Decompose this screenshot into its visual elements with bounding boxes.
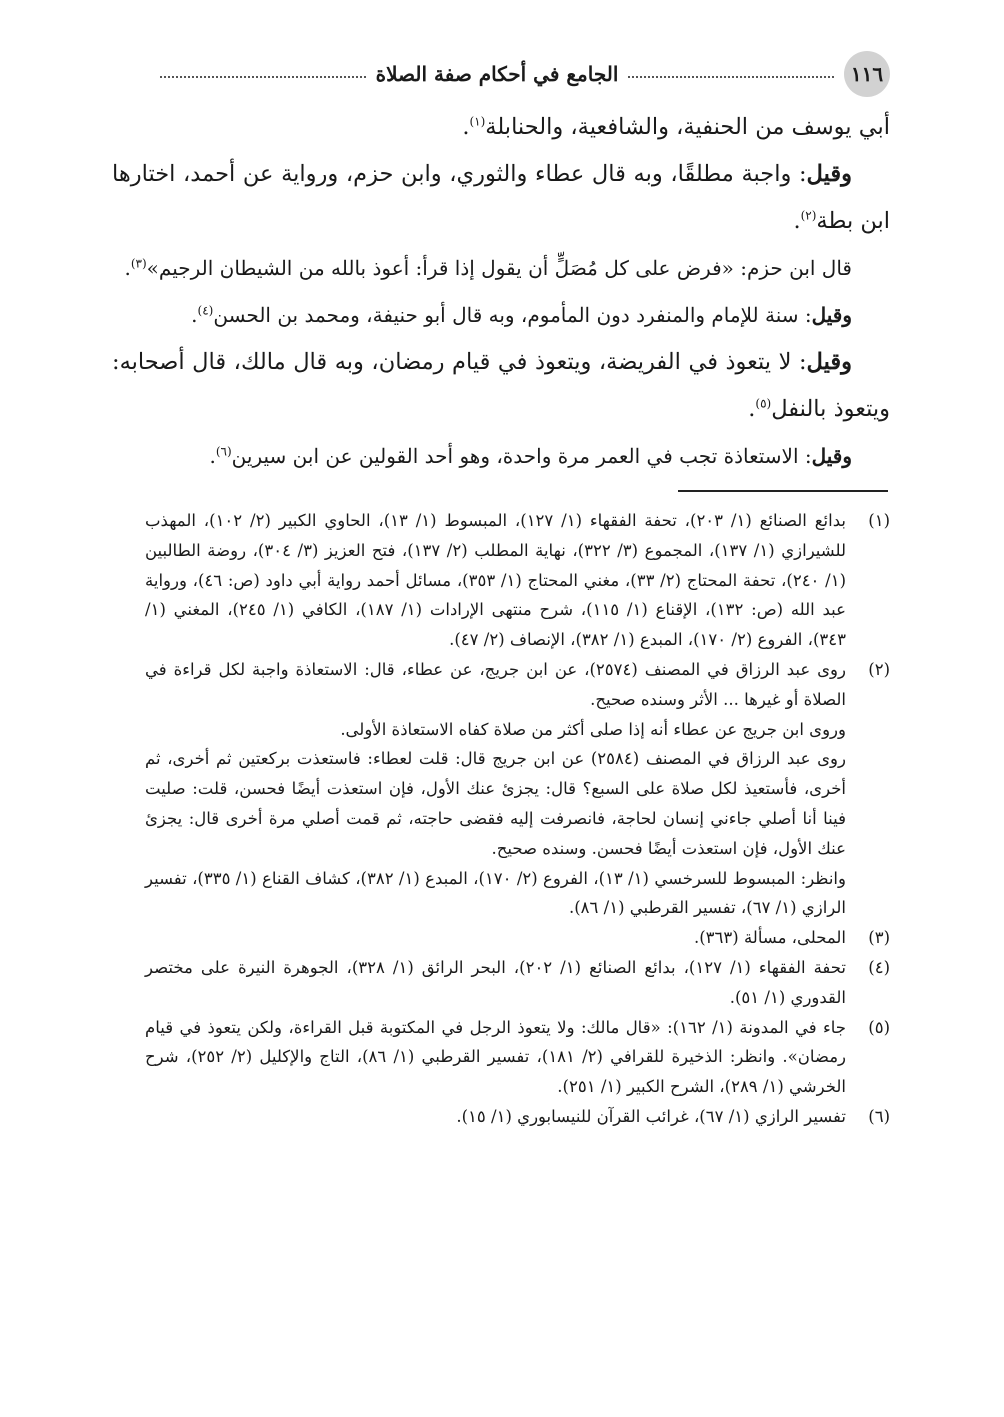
footnote-text: بدائع الصنائع (١/ ٢٠٣)، تحفة الفقهاء (١/ ١٢٧)، المبسوط (١/ ١٣)، الحاوي الكبير (٢/ ١٠٢)، المهذب للشيرازي (١/ ١٣٧)، المجموع (٣/ ٣٢٢)، نهاية المطلب (٢/ ١٣٧)، فتح العزيز (٣/ ٣٠٤)، روضة الطالبين (١/ ٢٤٠)، تحفة المحتاج (٢/ ٣٣)، مغني المحتاج (١/ ٣٥٣)، مسائل أحمد رواية أبي داود (ص: ٤٦)، ورواية عبد الله (ص: ١٣٢)، الإقناع (١/ ١١٥)، شرح منتهى الإرادات (١/ ١٨٧)، الكافي (١/ ٢٤٥)، المغني (١/ ٣٤٣)، الفروع (٢/ ١٧٠)، المبدع (١/ ٣٨٢)، الإنصاف (٢/ ٤٧). — [145, 511, 847, 650]
footnote-ref: (٦) — [215, 444, 232, 459]
paragraph-lead: وقيل — [811, 444, 852, 468]
footnote — [145, 506, 890, 655]
footnote-ref: (٣) — [130, 256, 147, 271]
paragraph — [112, 292, 890, 339]
paragraph-text: : لا يتعوذ في الفريضة، ويتعوذ في قيام رمضان، وبه قال مالك، قال أصحابه: ويتعوذ بالنفل — [112, 349, 890, 422]
footnote-number: (٥) — [868, 1017, 890, 1037]
footnote-ref: (١) — [469, 114, 486, 129]
paragraph-end: . — [793, 208, 801, 234]
paragraph-text: قال ابن حزم: «فرض على كل مُصَلٍّ أن يقول إذا قرأ: أعوذ بالله من الشيطان الرجيم» — [146, 256, 852, 280]
footnote — [145, 923, 890, 953]
paragraph-end: . — [191, 303, 198, 327]
paragraph-lead: وقيل — [811, 303, 852, 327]
footnote-number: (٣) — [868, 928, 890, 948]
footnote — [145, 953, 890, 1013]
header-dotted-rule — [628, 76, 834, 78]
page-number: ١١٦ — [844, 51, 890, 97]
footnote-text: روى عبد الرزاق في المصنف (٢٥٧٤)، عن ابن جريج، عن عطاء، قال: الاستعاذة واجبة لكل قراءة في الصلاة أو غيرها ... الأثر وسنده صحيح. — [145, 659, 846, 709]
paragraph-lead: وقيل — [806, 161, 852, 187]
running-title: الجامع في أحكام صفة الصلاة — [375, 62, 619, 86]
footnote-number: (١) — [868, 511, 890, 530]
paragraph-text: : واجبة مطلقًا، وبه قال عطاء والثوري، وابن حزم، ورواية عن أحمد، اختارها ابن بطة — [112, 161, 890, 234]
paragraph — [112, 433, 890, 480]
footnote-body — [145, 1013, 846, 1102]
paragraph — [112, 339, 890, 433]
footnote-number: (٤) — [868, 957, 890, 977]
footnote-ref: (٢) — [800, 208, 817, 223]
footnote-text: المحلى، مسألة (٣٦٣). — [693, 928, 846, 948]
footnote-body — [145, 953, 846, 1013]
paragraph-end: . — [124, 256, 131, 280]
footnote — [145, 655, 890, 923]
footnote-ref: (٥) — [755, 396, 772, 411]
footnote-text: جاء في المدونة (١/ ١٦٢): «قال مالك: ولا يتعوذ الرجل في المكتوبة قبل القراءة، ولكن يتعوذ في قيام رمضان». وانظر: الذخيرة للقرافي (٢/ ١٨١)، تفسير القرطبي (١/ ٨٦)، التاج والإكليل (٢/ ٢٥٢)، شرح الخرشي (١/ ٢٨٩)، الشرح الكبير (١/ ٢٥١). — [145, 1017, 847, 1097]
paragraph — [112, 104, 890, 151]
footnote-text: تفسير الرازي (١/ ٦٧)، غرائب القرآن للنيسابوري (١/ ١٥). — [456, 1106, 846, 1126]
page-header — [150, 50, 890, 98]
main-text — [112, 104, 890, 480]
paragraph — [112, 245, 890, 292]
paragraph — [112, 151, 890, 245]
footnote-body — [145, 1102, 846, 1132]
footnote-body — [145, 506, 846, 655]
footnote — [145, 1013, 890, 1102]
footnote-number: (٢) — [868, 659, 890, 679]
paragraph-text: أبي يوسف من الحنفية، والشافعية، والحنابلة — [485, 114, 890, 140]
footnote-body — [145, 655, 846, 923]
paragraph-lead: وقيل — [806, 349, 852, 375]
footnote-number: (٦) — [868, 1106, 890, 1126]
header-dotted-rule — [160, 76, 366, 78]
footnote-text: وروى ابن جريج عن عطاء أنه إذا صلى أكثر من صلاة كفاه الاستعاذة الأولى. — [340, 719, 846, 739]
footnote-ref: (٤) — [197, 303, 214, 318]
footnote-text: تحفة الفقهاء (١/ ١٢٧)، بدائع الصنائع (١/ ٢٠٢)، البحر الرائق (١/ ٣٢٨)، الجوهرة النيرة على مختصر القدوري (١/ ٥١). — [145, 957, 847, 1007]
paragraph-text: : سنة للإمام والمنفرد دون المأموم، وبه قال أبو حنيفة، ومحمد بن الحسن — [213, 303, 812, 327]
footnote-body — [145, 923, 846, 953]
paragraph-text: : الاستعاذة تجب في العمر مرة واحدة، وهو أحد القولين عن ابن سيرين — [231, 444, 812, 468]
footnotes — [145, 506, 890, 1132]
footnote-text: وانظر: المبسوط للسرخسي (١/ ١٣)، الفروع (٢/ ١٧٠)، المبدع (١/ ٣٨٢)، كشاف القناع (١/ ٣٣٥)، تفسير الرازي (١/ ٦٧)، تفسير القرطبي (١/ ٨٦). — [145, 868, 846, 918]
paragraph-end: . — [209, 444, 216, 468]
paragraph-end: . — [748, 396, 756, 422]
paragraph-end: . — [462, 114, 470, 140]
footnote-separator — [678, 490, 888, 492]
footnote — [145, 1102, 890, 1132]
footnote-text: روى عبد الرزاق في المصنف (٢٥٨٤) عن ابن جريج قال: قلت لعطاء: فاستعذت بركعتين ثم أخرى، ثم أخرى، فأستعيذ لكل صلاة على السبع؟ قال: يجزئ عنك الأول، فإن استعذت أيضًا فحسن، قلت: صليت فينا أنا أصلي جاءني إنسان لحاجة، فانصرفت إليه فقضى حاجته، ثم قمت أصلي مرة أخرى قال: يجزئ عنك الأول، فإن استعذت أيضًا فحسن. وسنده صحيح. — [145, 749, 846, 858]
